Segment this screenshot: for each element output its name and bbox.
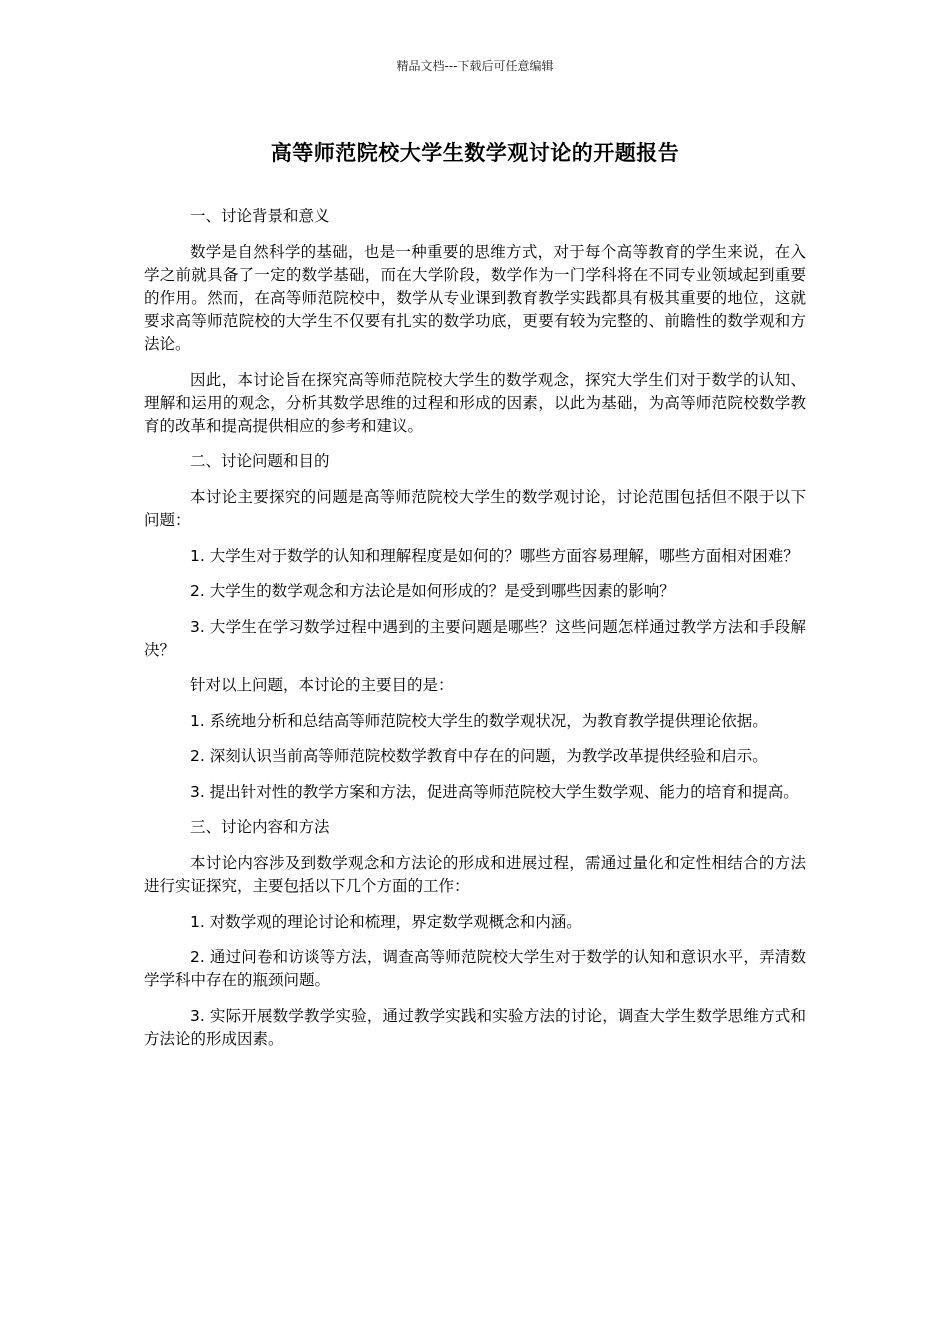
paragraph: 本讨论主要探究的问题是高等师范院校大学生的数学观讨论，讨论范围包括但不限于以下问题： bbox=[144, 488, 806, 529]
section-heading-methods: 三、讨论内容和方法 bbox=[190, 818, 330, 836]
paragraph: 本讨论内容涉及到数学观念和方法论的形成和进展过程，需通过量化和定性相结合的方法进行实证探究，主要包括以下几个方面的工作： bbox=[144, 854, 806, 895]
list-item: 2. 通过问卷和访谈等方法，调查高等师范院校大学生对于数学的认知和意识水平，弄清数学学科中存在的瓶颈问题。 bbox=[144, 948, 806, 989]
list-item: 3. 大学生在学习数学过程中遇到的主要问题是哪些？这些问题怎样通过教学方法和手段解决？ bbox=[144, 617, 806, 659]
list-item: 3. 实际开展数学教学实验，通过教学实践和实验方法的讨论，调查大学生数学思维方式和方法论的形成因素。 bbox=[144, 1006, 806, 1048]
list-item: 1. 系统地分析和总结高等师范院校大学生的数学观状况，为教育教学提供理论依据。 bbox=[190, 711, 768, 730]
document-body bbox=[144, 205, 806, 1063]
page-header: 精品文档---下载后可任意编辑 bbox=[396, 59, 554, 73]
list-item: 1. 对数学观的理论讨论和梳理，界定数学观概念和内涵。 bbox=[190, 912, 582, 931]
document-title: 高等师范院校大学生数学观讨论的开题报告 bbox=[270, 141, 680, 165]
paragraph: 数学是自然科学的基础，也是一种重要的思维方式，对于每个高等教育的学生来说，在入学之前就具备了一定的数学基础，而在大学阶段，数学作为一门学科将在不同专业领域起到重要的作用。然而，在高等师范院校中，数学从专业课到教育教学实践都具有极其重要的地位，这就要求高等师范院校的大学生不仅要有扎实的数学功底，更要有较为完整的、前瞻性的数学观和方法论。 bbox=[144, 243, 806, 353]
paragraph: 针对以上问题，本讨论的主要目的是： bbox=[190, 676, 454, 694]
list-item: 3. 提出针对性的教学方案和方法，促进高等师范院校大学生数学观、能力的培育和提高。 bbox=[190, 782, 799, 801]
section-heading-background: 一、讨论背景和意义 bbox=[190, 207, 330, 225]
list-item: 2. 大学生的数学观念和方法论是如何形成的？是受到哪些因素的影响？ bbox=[190, 582, 675, 600]
section-heading-questions: 二、讨论问题和目的 bbox=[190, 452, 330, 470]
list-item: 1. 大学生对于数学的认知和理解程度是如何的？哪些方面容易理解，哪些方面相对困难？ bbox=[190, 546, 799, 565]
list-item: 2. 深刻认识当前高等师范院校数学教育中存在的问题，为教学改革提供经验和启示。 bbox=[190, 747, 768, 765]
paragraph: 因此，本讨论旨在探究高等师范院校大学生的数学观念，探究大学生们对于数学的认知、理解和运用的观念，分析其数学思维的过程和形成的因素，以此为基础，为高等师范院校数学教育的改革和提高提供相应的参考和建议。 bbox=[144, 370, 806, 435]
